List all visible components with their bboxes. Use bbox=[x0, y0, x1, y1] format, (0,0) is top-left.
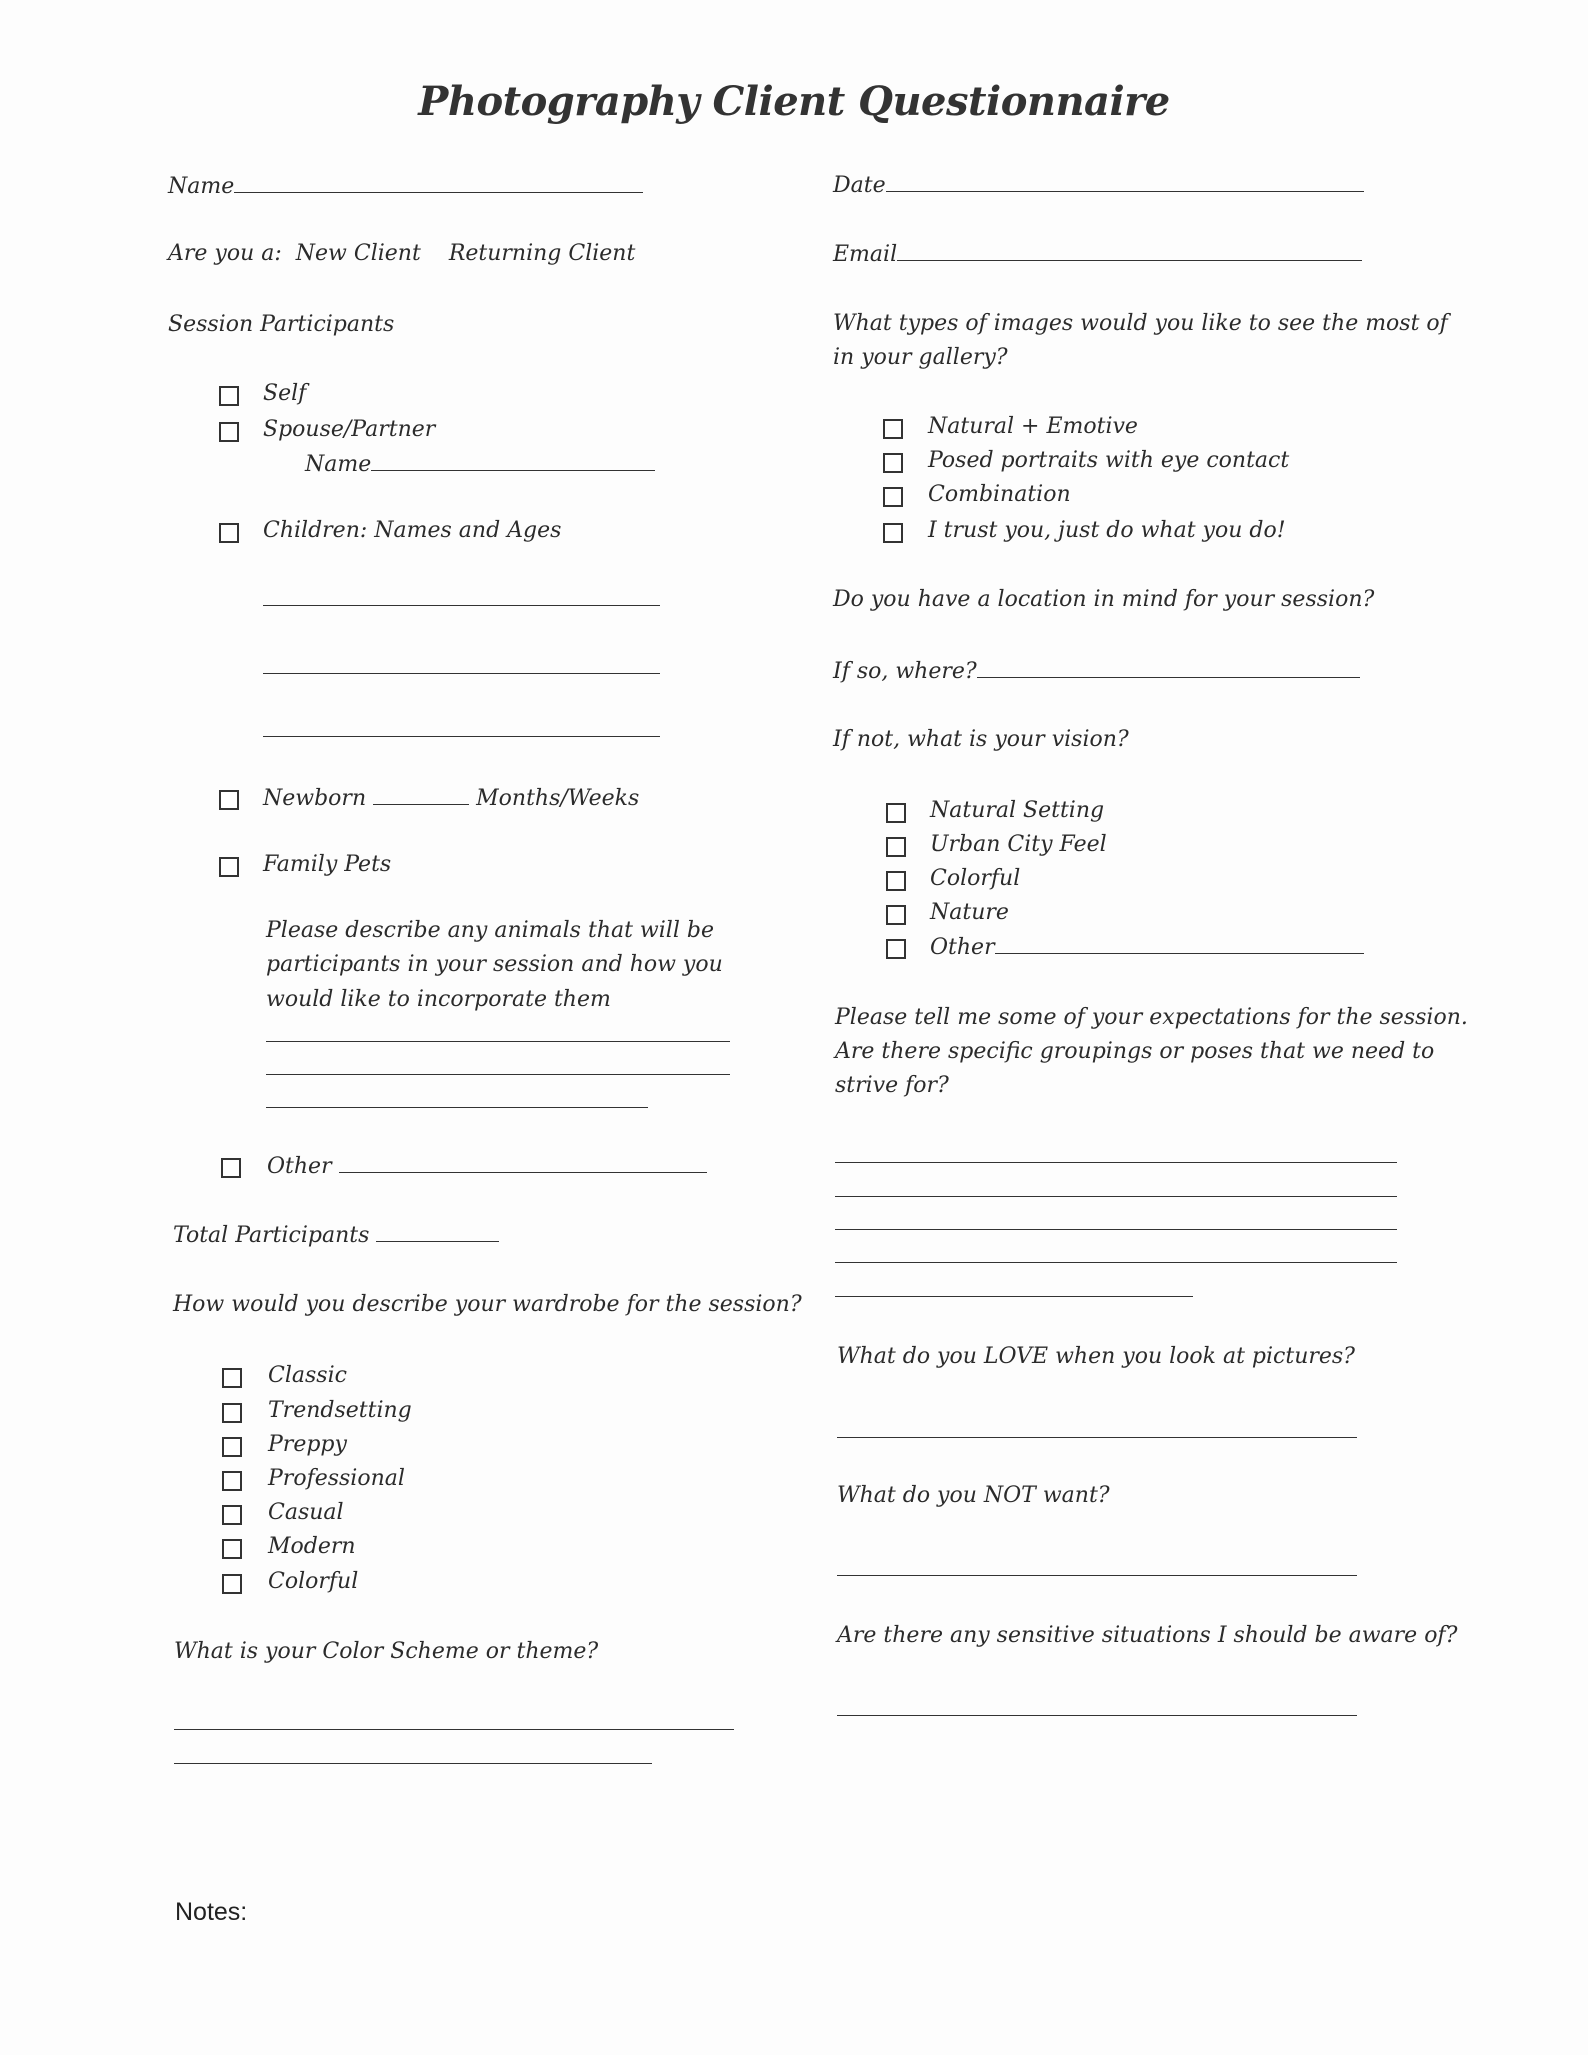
notes-label: Notes: bbox=[175, 1898, 248, 1926]
images-option: Natural + Emotive bbox=[928, 414, 1138, 439]
family-pets-checkbox[interactable] bbox=[219, 857, 239, 877]
wardrobe-checkbox-casual[interactable] bbox=[222, 1505, 242, 1525]
other-participants-checkbox[interactable] bbox=[221, 1158, 241, 1178]
wardrobe-option: Preppy bbox=[268, 1432, 347, 1457]
name-label: Name bbox=[168, 174, 235, 199]
spouse-checkbox[interactable] bbox=[219, 422, 239, 442]
vision-question: If not, what is your vision? bbox=[833, 727, 1129, 752]
self-checkbox[interactable] bbox=[219, 386, 239, 406]
vision-option: Other bbox=[930, 935, 995, 960]
wardrobe-option: Professional bbox=[268, 1466, 405, 1491]
children-label: Children: Names and Ages bbox=[263, 518, 562, 543]
total-participants-line[interactable] bbox=[376, 1221, 499, 1242]
wardrobe-option: Trendsetting bbox=[268, 1398, 412, 1423]
client-type-row bbox=[168, 240, 635, 268]
sensitive-question: Are there any sensitive situations I should be aware of? bbox=[837, 1623, 1458, 1648]
expectations-line[interactable] bbox=[835, 1296, 1193, 1297]
color-scheme-question: What is your Color Scheme or theme? bbox=[174, 1639, 599, 1664]
total-participants-label: Total Participants bbox=[173, 1223, 370, 1248]
expectations-line[interactable] bbox=[835, 1196, 1397, 1197]
if-so-row bbox=[833, 657, 1360, 686]
pets-description: would like to incorporate them bbox=[266, 987, 611, 1012]
wardrobe-option: Casual bbox=[268, 1500, 344, 1525]
vision-checkbox[interactable] bbox=[886, 803, 906, 823]
family-pets-label: Family Pets bbox=[263, 852, 392, 877]
location-line[interactable] bbox=[977, 657, 1360, 678]
wardrobe-checkbox-preppy[interactable] bbox=[222, 1437, 242, 1457]
vision-option: Urban City Feel bbox=[930, 832, 1107, 857]
color-scheme-line[interactable] bbox=[174, 1763, 652, 1764]
color-scheme-line[interactable] bbox=[174, 1729, 734, 1730]
other-participants-line[interactable] bbox=[339, 1152, 707, 1173]
email-label: Email bbox=[833, 242, 898, 267]
vision-option: Natural Setting bbox=[930, 798, 1105, 823]
pets-description: Please describe any animals that will be bbox=[266, 918, 714, 943]
love-question: What do you LOVE when you look at pictures? bbox=[837, 1344, 1355, 1369]
wardrobe-checkbox-colorful[interactable] bbox=[222, 1574, 242, 1594]
returning-client-option[interactable]: Returning Client bbox=[448, 241, 636, 266]
vision-option: Nature bbox=[930, 900, 1009, 925]
new-client-option[interactable]: New Client bbox=[295, 241, 421, 266]
are-you-label: Are you a: bbox=[168, 241, 282, 266]
vision-checkbox[interactable] bbox=[886, 837, 906, 857]
if-so-label: If so, where? bbox=[833, 659, 977, 684]
wardrobe-option: Modern bbox=[268, 1534, 356, 1559]
date-field bbox=[833, 171, 1364, 200]
images-question: What types of images would you like to see the most of bbox=[833, 311, 1448, 336]
expectations-line[interactable] bbox=[835, 1229, 1397, 1230]
spouse-name-label: Name bbox=[305, 452, 372, 477]
pets-description: participants in your session and how you bbox=[266, 952, 723, 977]
wardrobe-checkbox-classic[interactable] bbox=[222, 1368, 242, 1388]
session-participants-heading: Session Participants bbox=[168, 312, 395, 337]
vision-other-row bbox=[930, 933, 1364, 962]
newborn-label: Newborn bbox=[263, 786, 367, 811]
sensitive-line[interactable] bbox=[837, 1715, 1357, 1716]
name-field bbox=[168, 172, 643, 201]
vision-checkbox[interactable] bbox=[886, 871, 906, 891]
wardrobe-checkbox-trendsetting[interactable] bbox=[222, 1403, 242, 1423]
pets-line[interactable] bbox=[266, 1074, 730, 1075]
children-line[interactable] bbox=[263, 605, 660, 606]
wardrobe-question: How would you describe your wardrobe for the session? bbox=[173, 1292, 802, 1317]
images-question: in your gallery? bbox=[833, 345, 1008, 370]
newborn-row bbox=[263, 784, 639, 813]
images-checkbox[interactable] bbox=[883, 419, 903, 439]
spouse-name-line[interactable] bbox=[371, 450, 655, 471]
images-checkbox[interactable] bbox=[883, 453, 903, 473]
newborn-checkbox[interactable] bbox=[219, 790, 239, 810]
newborn-age-line[interactable] bbox=[373, 784, 469, 805]
self-label: Self bbox=[263, 381, 307, 406]
other-participants-row bbox=[267, 1152, 707, 1181]
date-label: Date bbox=[833, 173, 886, 198]
spouse-label: Spouse/Partner bbox=[263, 417, 436, 442]
spouse-name-field bbox=[305, 450, 655, 479]
location-question: Do you have a location in mind for your session? bbox=[833, 587, 1375, 612]
not-want-line[interactable] bbox=[837, 1575, 1357, 1576]
vision-checkbox[interactable] bbox=[886, 905, 906, 925]
images-option: Combination bbox=[928, 482, 1071, 507]
expectations-question: Are there specific groupings or poses that we need to bbox=[835, 1039, 1435, 1064]
vision-checkbox[interactable] bbox=[886, 939, 906, 959]
vision-other-line[interactable] bbox=[995, 933, 1364, 954]
wardrobe-option: Colorful bbox=[268, 1569, 359, 1594]
page-title: Photography Client Questionnaire bbox=[418, 78, 1170, 125]
images-checkbox[interactable] bbox=[883, 487, 903, 507]
children-checkbox[interactable] bbox=[219, 523, 239, 543]
love-line[interactable] bbox=[837, 1437, 1357, 1438]
images-option: Posed portraits with eye contact bbox=[928, 448, 1290, 473]
pets-line[interactable] bbox=[266, 1041, 730, 1042]
children-line[interactable] bbox=[263, 736, 660, 737]
images-option: I trust you, just do what you do! bbox=[928, 518, 1286, 543]
date-input-line[interactable] bbox=[886, 171, 1364, 192]
total-participants-row bbox=[173, 1221, 499, 1250]
wardrobe-option: Classic bbox=[268, 1363, 347, 1388]
wardrobe-checkbox-professional[interactable] bbox=[222, 1471, 242, 1491]
wardrobe-checkbox-modern[interactable] bbox=[222, 1539, 242, 1559]
other-label: Other bbox=[267, 1154, 332, 1179]
pets-line[interactable] bbox=[266, 1107, 648, 1108]
vision-option: Colorful bbox=[930, 866, 1021, 891]
email-input-line[interactable] bbox=[897, 240, 1362, 261]
email-field bbox=[833, 240, 1362, 269]
months-weeks-label: Months/Weeks bbox=[476, 786, 640, 811]
not-want-question: What do you NOT want? bbox=[837, 1483, 1110, 1508]
children-line[interactable] bbox=[263, 673, 660, 674]
images-checkbox[interactable] bbox=[883, 523, 903, 543]
expectations-question: Please tell me some of your expectations for the session. bbox=[835, 1005, 1468, 1030]
name-input-line[interactable] bbox=[234, 172, 643, 193]
expectations-line[interactable] bbox=[835, 1162, 1397, 1163]
expectations-question: strive for? bbox=[835, 1073, 949, 1098]
expectations-line[interactable] bbox=[835, 1262, 1397, 1263]
